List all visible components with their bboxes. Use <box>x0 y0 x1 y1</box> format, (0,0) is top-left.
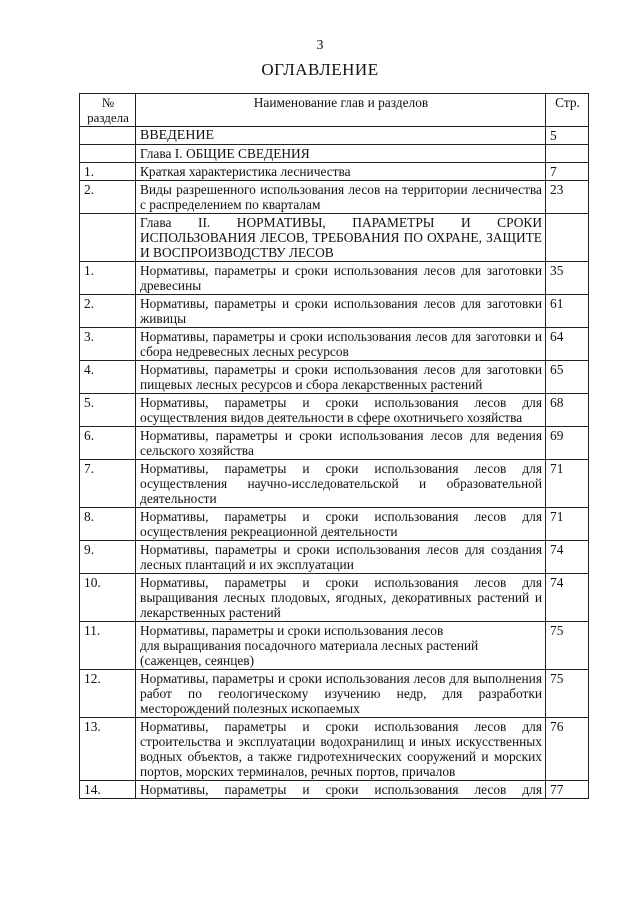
row-page-number: 64 <box>546 328 589 361</box>
row-section-name: Краткая характеристика лесничества <box>136 163 546 181</box>
row-section-number: 5. <box>80 394 136 427</box>
row-page-number <box>546 145 589 163</box>
table-row <box>80 781 589 799</box>
row-section-name: Нормативы, параметры и сроки использования лесов для выращивания лесных плодовых, ягодных, декоративных растений и лекарственных растений <box>136 574 546 622</box>
row-section-number: 2. <box>80 181 136 214</box>
row-section-name: ВВЕДЕНИЕ <box>136 127 546 145</box>
table-row <box>80 394 589 427</box>
table-row <box>80 670 589 718</box>
row-section-number <box>80 145 136 163</box>
document-title: ОГЛАВЛЕНИЕ <box>261 60 379 79</box>
row-section-number: 9. <box>80 541 136 574</box>
row-section-number <box>80 127 136 145</box>
row-page-number: 77 <box>546 781 589 799</box>
row-page-number: 5 <box>546 127 589 145</box>
row-page-number: 74 <box>546 574 589 622</box>
row-section-name: Нормативы, параметры и сроки использования лесов для осуществления научно-исследовательской и образовательной деятельности <box>136 460 546 508</box>
row-section-number: 10. <box>80 574 136 622</box>
row-page-number: 7 <box>546 163 589 181</box>
table-row <box>80 508 589 541</box>
row-page-number: 69 <box>546 427 589 460</box>
row-section-name: Нормативы, параметры и сроки использования лесов для <box>136 781 546 799</box>
row-page-number: 23 <box>546 181 589 214</box>
row-section-name: Нормативы, параметры и сроки использования лесов для выполнения работ по геологическому изучению недр, для разработки месторождений полезных ископаемых <box>136 670 546 718</box>
row-section-name: Нормативы, параметры и сроки использования лесов для выращивания посадочного материала лесных растений (саженцев, сеянцев) <box>136 622 546 670</box>
row-page-number <box>546 214 589 262</box>
row-section-number: 7. <box>80 460 136 508</box>
table-row <box>80 328 589 361</box>
row-page-number: 75 <box>546 670 589 718</box>
toc-body <box>80 127 589 799</box>
row-section-number: 14. <box>80 781 136 799</box>
row-section-name: Нормативы, параметры и сроки использования лесов для ведения сельского хозяйства <box>136 427 546 460</box>
page-number: 3 <box>316 38 324 53</box>
row-section-number: 1. <box>80 163 136 181</box>
row-section-name: Нормативы, параметры и сроки использования лесов для заготовки древесины <box>136 262 546 295</box>
table-row <box>80 214 589 262</box>
row-section-name: Нормативы, параметры и сроки использования лесов для осуществления видов деятельности в сфере охотничьего хозяйства <box>136 394 546 427</box>
table-row <box>80 622 589 670</box>
toc-table <box>79 93 589 799</box>
row-page-number: 61 <box>546 295 589 328</box>
header-page: Стр. <box>546 94 589 127</box>
row-page-number: 71 <box>546 508 589 541</box>
row-section-name: Нормативы, параметры и сроки использования лесов для создания лесных плантаций и их эксплуатации <box>136 541 546 574</box>
row-section-number <box>80 214 136 262</box>
row-section-name: Нормативы, параметры и сроки использования лесов для заготовки и сбора недревесных лесных ресурсов <box>136 328 546 361</box>
table-row <box>80 163 589 181</box>
row-section-number: 4. <box>80 361 136 394</box>
row-section-name: Виды разрешенного использования лесов на территории лесничества с распределением по кварталам <box>136 181 546 214</box>
table-row <box>80 541 589 574</box>
row-page-number: 68 <box>546 394 589 427</box>
row-page-number: 65 <box>546 361 589 394</box>
table-row <box>80 427 589 460</box>
table-row <box>80 361 589 394</box>
header-section-number: № раздела <box>80 94 136 127</box>
row-section-name: Глава II. НОРМАТИВЫ, ПАРАМЕТРЫ И СРОКИ ИСПОЛЬЗОВАНИЯ ЛЕСОВ, ТРЕБОВАНИЯ ПО ОХРАНЕ, ЗАЩИТЕ И ВОСПРОИЗВОДСТВУ ЛЕСОВ <box>136 214 546 262</box>
table-row <box>80 145 589 163</box>
row-section-number: 12. <box>80 670 136 718</box>
table-row <box>80 127 589 145</box>
row-section-name: Нормативы, параметры и сроки использования лесов для строительства и эксплуатации водохранилищ и иных искусственных водных объектов, а также гидротехнических сооружений и морских портов, морских терминалов, речных портов, причалов <box>136 718 546 781</box>
header-section-name: Наименование глав и разделов <box>136 94 546 127</box>
row-page-number: 75 <box>546 622 589 670</box>
row-section-name: Нормативы, параметры и сроки использования лесов для осуществления рекреационной деятельности <box>136 508 546 541</box>
row-section-name: Нормативы, параметры и сроки использования лесов для заготовки живицы <box>136 295 546 328</box>
row-section-number: 1. <box>80 262 136 295</box>
row-section-number: 2. <box>80 295 136 328</box>
row-section-name: Нормативы, параметры и сроки использования лесов для заготовки пищевых лесных ресурсов и сбора лекарственных растений <box>136 361 546 394</box>
row-page-number: 74 <box>546 541 589 574</box>
row-section-number: 11. <box>80 622 136 670</box>
row-section-number: 13. <box>80 718 136 781</box>
row-section-number: 3. <box>80 328 136 361</box>
table-row <box>80 574 589 622</box>
table-row <box>80 718 589 781</box>
row-page-number: 71 <box>546 460 589 508</box>
toc-header-row <box>80 94 589 127</box>
row-section-number: 8. <box>80 508 136 541</box>
row-section-name: Глава I. ОБЩИЕ СВЕДЕНИЯ <box>136 145 546 163</box>
table-row <box>80 181 589 214</box>
row-page-number: 35 <box>546 262 589 295</box>
row-page-number: 76 <box>546 718 589 781</box>
table-row <box>80 295 589 328</box>
table-row <box>80 460 589 508</box>
table-row <box>80 262 589 295</box>
row-section-number: 6. <box>80 427 136 460</box>
